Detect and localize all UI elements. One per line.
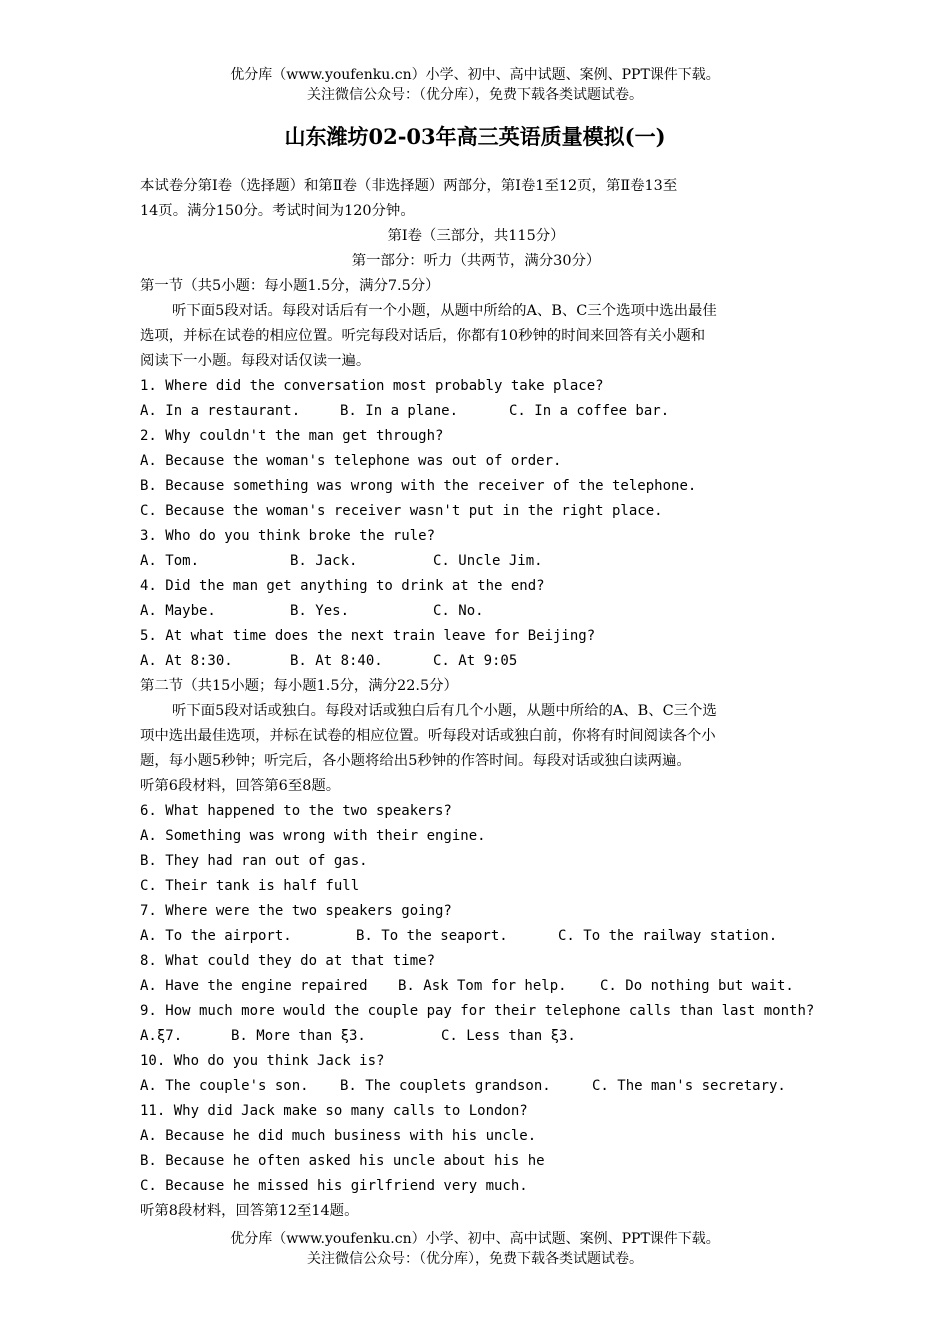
section2-instruction-2: 项中选出最佳选项，并标在试卷的相应位置。听每段对话或独白前，你将有时间阅读各个小: [140, 728, 716, 744]
option-b: B. Yes.: [290, 603, 350, 619]
option-a: A. At 8:30.: [140, 653, 233, 669]
option-a: A. In a restaurant.: [140, 403, 301, 419]
material-6-heading: 听第6段材料，回答第6至8题。: [140, 778, 341, 794]
question-5: 5. At what time does the next train leave for Beijing?: [140, 628, 596, 644]
option-c: C. Because he missed his girlfriend very much.: [140, 1178, 528, 1194]
section1-instruction-2: 选项，并标在试卷的相应位置。听完每段对话后，你都有10秒钟的时间来回答有关小题和: [140, 328, 706, 344]
option-b: B. Jack.: [290, 553, 358, 569]
option-b: B. They had ran out of gas.: [140, 853, 368, 869]
option-a: A. Because he did much business with his uncle.: [140, 1128, 537, 1144]
option-a: A. Something was wrong with their engine.: [140, 828, 486, 844]
site-header-line-2: 关注微信公众号：（优分库），免费下载各类试题试卷。: [307, 87, 643, 103]
option-a: A. Maybe.: [140, 603, 216, 619]
question-1: 1. Where did the conversation most probably take place?: [140, 378, 604, 394]
question-8: 8. What could they do at that time?: [140, 953, 436, 969]
document-title: 山东潍坊02-03年高三英语质量模拟(一): [284, 124, 666, 149]
question-4: 4. Did the man get anything to drink at the end?: [140, 578, 545, 594]
question-10: 10. Who do you think Jack is?: [140, 1053, 385, 1069]
material-8-heading: 听第8段材料，回答第12至14题。: [140, 1203, 359, 1219]
site-header-line-1: 优分库（www.youfenku.cn）小学、初中、高中试题、案例、PPT课件下载。: [230, 67, 720, 83]
option-b: B. At 8:40.: [290, 653, 383, 669]
option-b: B. To the seaport.: [356, 928, 508, 944]
question-9: 9. How much more would the couple pay for their telephone calls than last month?: [140, 1003, 815, 1019]
option-b: B. In a plane.: [340, 403, 459, 419]
option-c: C. Uncle Jim.: [433, 553, 543, 569]
option-c: C. No.: [433, 603, 484, 619]
option-a: A. The couple's son.: [140, 1078, 309, 1094]
question-11: 11. Why did Jack make so many calls to London?: [140, 1103, 528, 1119]
option-a: A. Because the woman's telephone was out of order.: [140, 453, 562, 469]
intro-line-2: 14页。满分150分。考试时间为120分钟。: [140, 203, 415, 219]
option-a: A. Have the engine repaired: [140, 978, 368, 994]
option-c: C. Less than ξ3.: [441, 1028, 576, 1044]
option-a: A. Tom.: [140, 553, 200, 569]
option-b: B. The couplets grandson.: [340, 1078, 551, 1094]
volume-heading: 第Ⅰ卷（三部分，共115分）: [387, 228, 565, 244]
section1-instruction-3: 阅读下一小题。每段对话仅读一遍。: [140, 353, 371, 369]
section1-heading: 第一节（共5小题：每小题1.5分，满分7.5分）: [140, 278, 440, 294]
option-c: C. At 9:05: [433, 653, 518, 669]
part-heading: 第一部分：听力（共两节，满分30分）: [351, 253, 601, 269]
option-c: C. Because the woman's receiver wasn't put in the right place.: [140, 503, 663, 519]
section2-instruction-3: 题，每小题5秒钟；听完后，各小题将给出5秒钟的作答时间。每段对话或独白读两遍。: [140, 753, 691, 769]
section2-instruction-1: 听下面5段对话或独白。每段对话或独白后有几个小题，从题中所给的A、B、C三个选: [172, 703, 717, 719]
question-3: 3. Who do you think broke the rule?: [140, 528, 436, 544]
option-c: C. The man's secretary.: [592, 1078, 786, 1094]
site-footer-line-2: 关注微信公众号：（优分库），免费下载各类试题试卷。: [307, 1251, 643, 1267]
option-b: B. Because something was wrong with the receiver of the telephone.: [140, 478, 697, 494]
option-c: C. Do nothing but wait.: [600, 978, 794, 994]
question-6: 6. What happened to the two speakers?: [140, 803, 452, 819]
question-7: 7. Where were the two speakers going?: [140, 903, 452, 919]
site-footer-line-1: 优分库（www.youfenku.cn）小学、初中、高中试题、案例、PPT课件下载。: [230, 1231, 720, 1247]
question-2: 2. Why couldn't the man get through?: [140, 428, 444, 444]
option-b: B. Because he often asked his uncle about his he: [140, 1153, 545, 1169]
section1-instruction-1: 听下面5段对话。每段对话后有一个小题，从题中所给的A、B、C三个选项中选出最佳: [172, 303, 717, 319]
option-b: B. Ask Tom for help.: [398, 978, 567, 994]
option-c: C. In a coffee bar.: [509, 403, 670, 419]
intro-line-1: 本试卷分第Ⅰ卷（选择题）和第Ⅱ卷（非选择题）两部分，第Ⅰ卷1至12页，第Ⅱ卷13至: [140, 178, 678, 194]
option-c: C. Their tank is half full: [140, 878, 360, 894]
option-c: C. To the railway station.: [558, 928, 778, 944]
option-b: B. More than ξ3.: [231, 1028, 366, 1044]
option-a: A.ξ7.: [140, 1028, 183, 1044]
option-a: A. To the airport.: [140, 928, 292, 944]
section2-heading: 第二节（共15小题；每小题1.5分，满分22.5分）: [140, 678, 458, 694]
